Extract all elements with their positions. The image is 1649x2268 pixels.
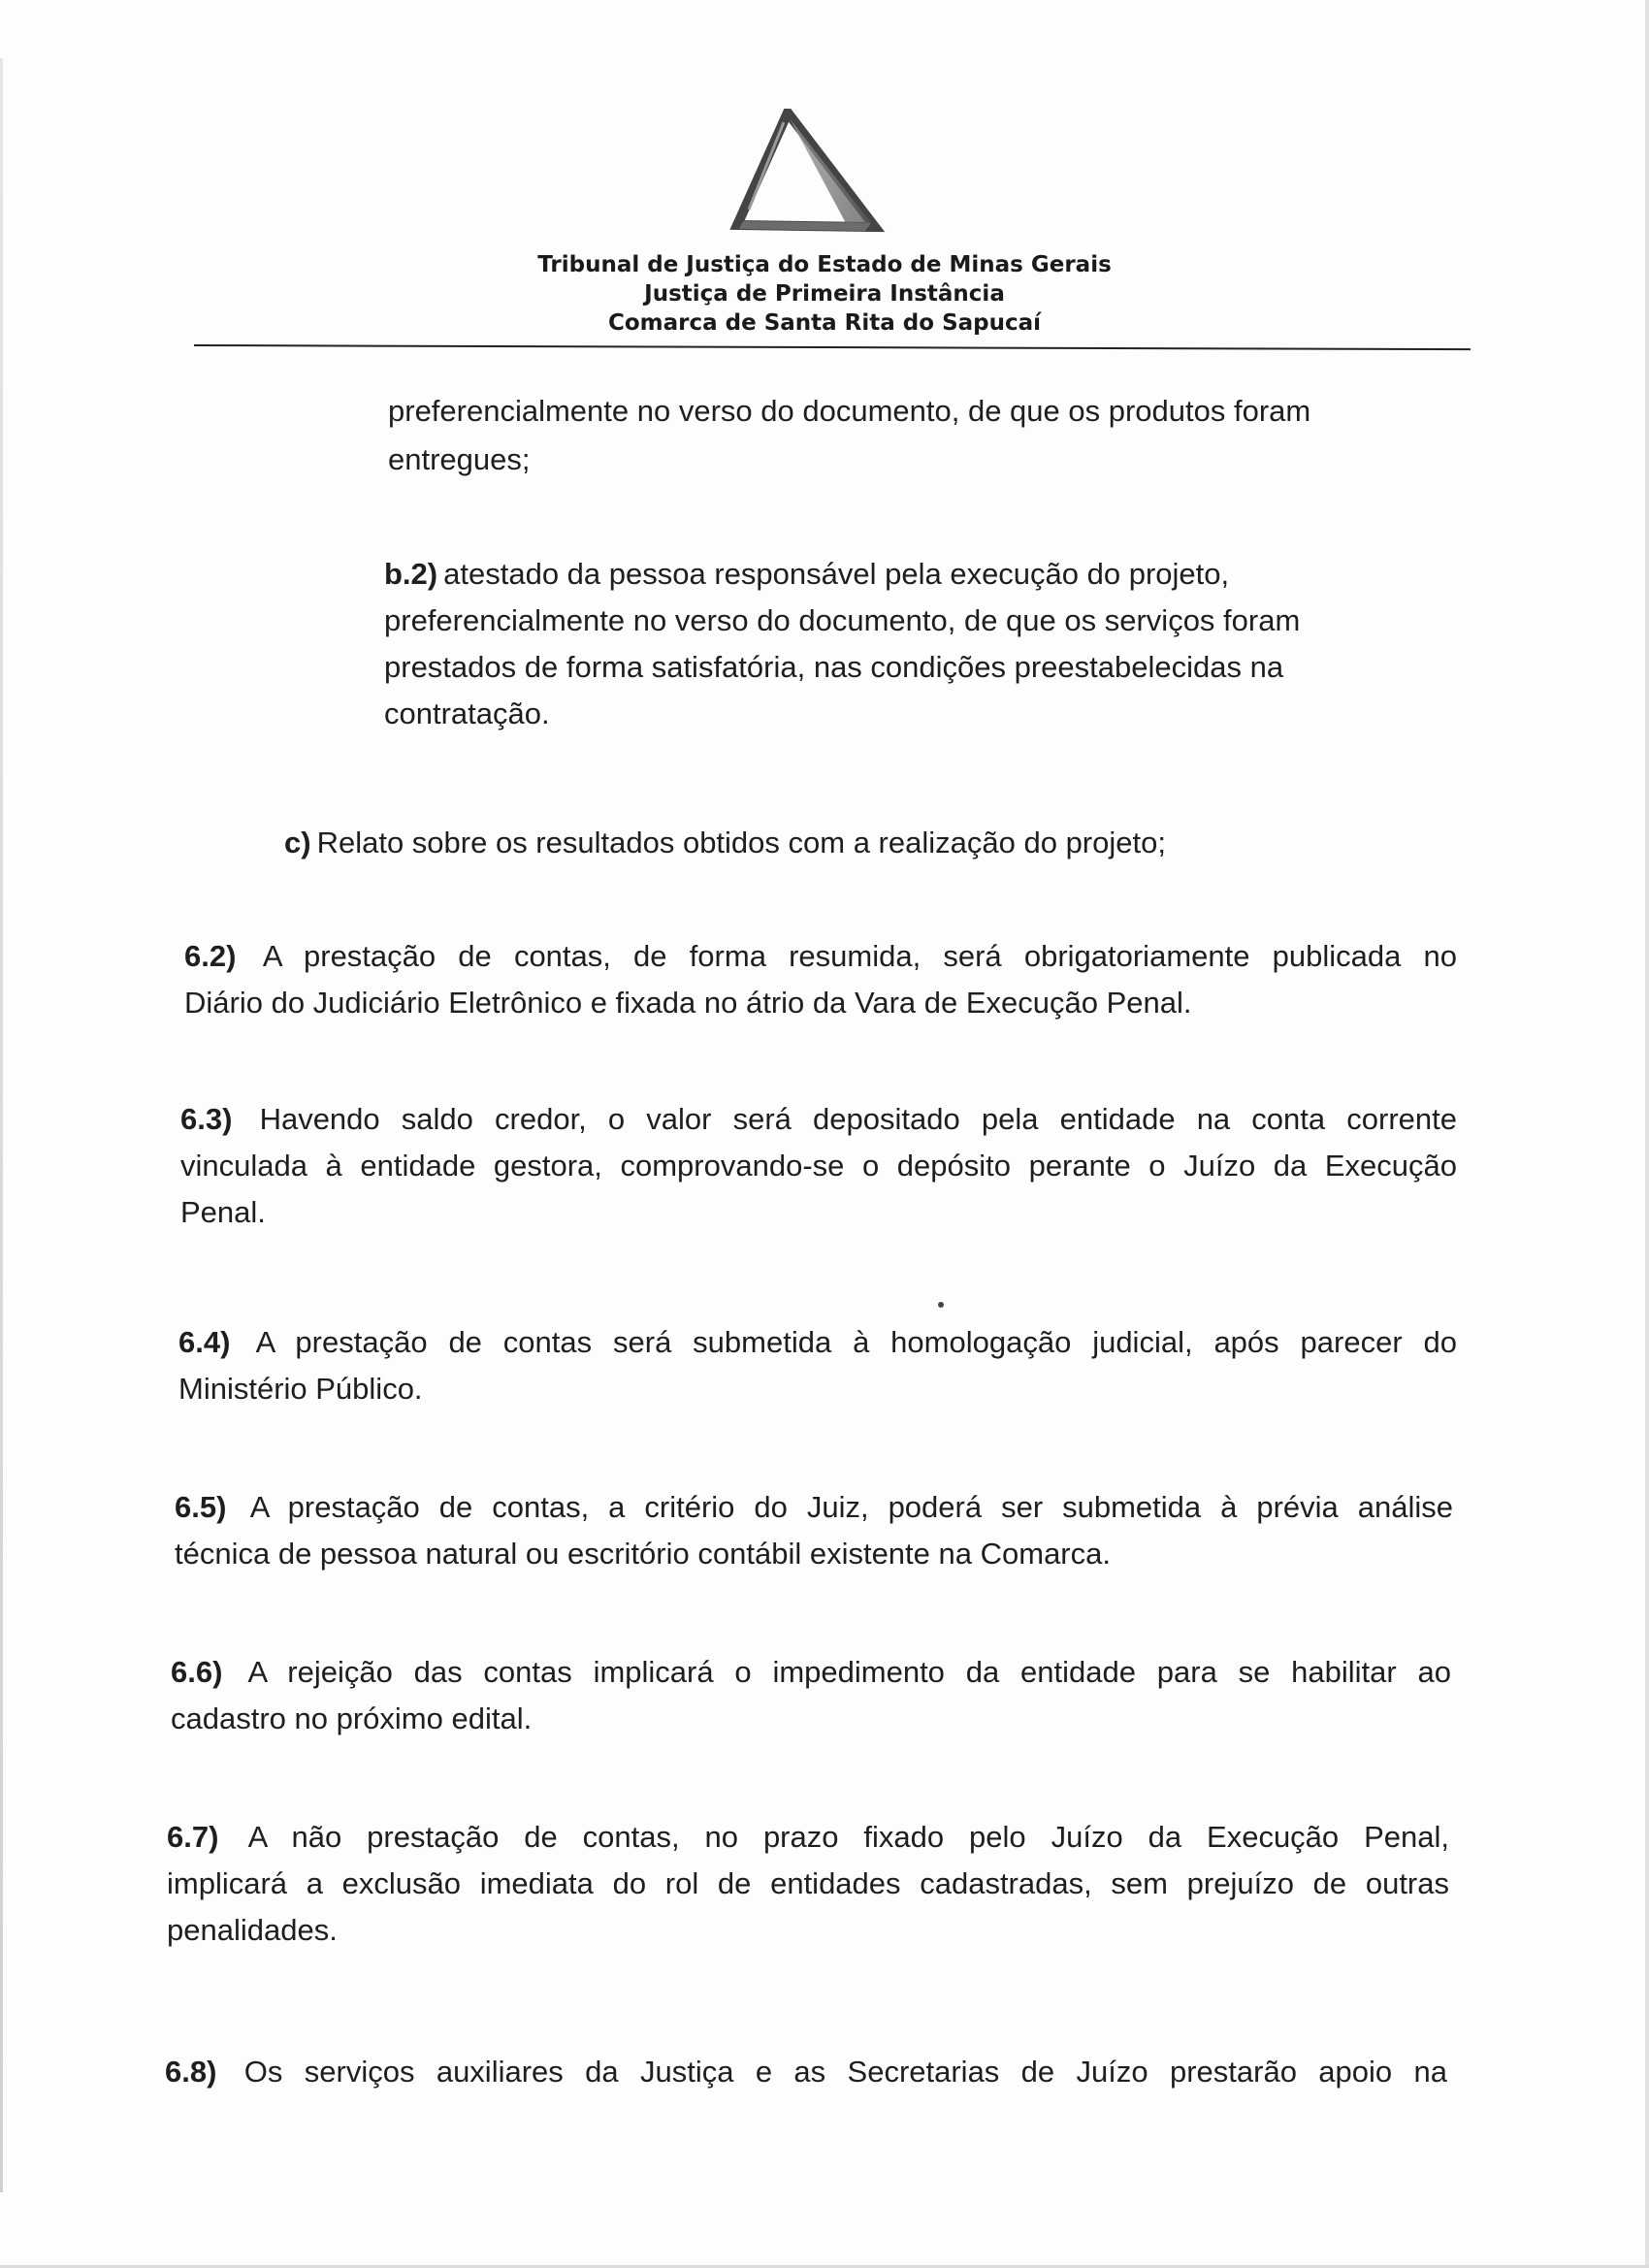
paragraph-number: c): [284, 826, 311, 859]
text-line: preferencialmente no verso do documento, de que os produtos foram: [388, 394, 1311, 428]
paragraph-6-4: [178, 1319, 1457, 1412]
text-span: atestado da pessoa responsável pela execução do projeto,: [443, 557, 1230, 591]
text-span: A prestação de contas, de forma resumida, será obrigatoriamente publicada no: [262, 939, 1457, 973]
paragraph-6-6: [171, 1649, 1451, 1742]
paragraph-b2: [384, 551, 1422, 737]
header-court-name: Tribunal de Justiça do Estado de Minas Gerais: [537, 252, 1112, 277]
text-line: vinculada à entidade gestora, comprovando-se o depósito perante o Juízo da Execução: [180, 1149, 1457, 1183]
text-line: [180, 1096, 1457, 1143]
text-span: Relato sobre os resultados obtidos com a realização do projeto;: [316, 826, 1166, 859]
paragraph-6-5: [175, 1484, 1453, 1577]
text-line: [175, 1484, 1453, 1531]
text-line: [178, 1319, 1457, 1366]
text-line: técnica de pessoa natural ou escritório contábil existente na Comarca.: [175, 1537, 1111, 1571]
text-line: Ministério Público.: [178, 1372, 423, 1406]
paragraph-number: 6.4): [178, 1325, 231, 1359]
text-span: Havendo saldo credor, o valor será depositado pela entidade na conta corrente: [259, 1102, 1457, 1136]
paragraph-c: [284, 820, 1448, 866]
paragraph-number: 6.5): [175, 1490, 227, 1524]
text-line: penalidades.: [167, 1913, 338, 1947]
paragraph-number: 6.6): [171, 1655, 223, 1689]
header-divider: [194, 344, 1471, 350]
text-line: contratação.: [384, 697, 550, 730]
text-line: [165, 2049, 1447, 2095]
text-span: Os serviços auxiliares da Justiça e as Secretarias de Juízo prestarão apoio na: [243, 2055, 1447, 2089]
paragraph-b1-continuation: [388, 388, 1416, 483]
header-instance: Justiça de Primeira Instância: [644, 281, 1005, 307]
text-line: [284, 820, 1448, 866]
text-span: A rejeição das contas implicará o impedimento da entidade para se habilitar ao: [247, 1655, 1451, 1689]
text-line: cadastro no próximo edital.: [171, 1701, 533, 1735]
text-span: A não prestação de contas, no prazo fixado pelo Juízo da Execução Penal,: [247, 1820, 1449, 1854]
paragraph-number: 6.8): [165, 2055, 217, 2089]
text-line: implicará a exclusão imediata do rol de entidades cadastradas, sem prejuízo de outras: [167, 1866, 1449, 1900]
text-line: [384, 551, 1422, 598]
paragraph-6-3: [180, 1096, 1457, 1236]
paragraph-6-7: [167, 1814, 1449, 1954]
paragraph-number: 6.7): [167, 1820, 219, 1854]
scan-edge-right: [1645, 0, 1649, 2268]
paragraph-6-8: [165, 2049, 1447, 2095]
text-span: A prestação de contas, a critério do Juiz, poderá ser submetida à prévia análise: [249, 1490, 1453, 1524]
scan-edge-left: [0, 58, 3, 2192]
text-line: [171, 1649, 1451, 1696]
text-line: prestados de forma satisfatória, nas condições preestabelecidas na: [384, 650, 1284, 684]
header-comarca: Comarca de Santa Rita do Sapucaí: [607, 310, 1042, 336]
text-line: preferencialmente no verso do documento, de que os serviços foram: [384, 603, 1301, 637]
triangle-emblem-icon: [729, 109, 889, 235]
text-line: [184, 933, 1457, 980]
paragraph-number: 6.3): [180, 1102, 233, 1136]
paragraph-6-2: [184, 933, 1457, 1026]
paragraph-number: 6.2): [184, 939, 237, 973]
text-span: A prestação de contas será submetida à homologação judicial, após parecer do: [255, 1325, 1457, 1359]
paragraph-number: b.2): [384, 557, 438, 591]
text-line: Penal.: [180, 1195, 266, 1229]
scan-speck: [938, 1302, 944, 1308]
text-line: Diário do Judiciário Eletrônico e fixada no átrio da Vara de Execução Penal.: [184, 986, 1192, 1020]
text-line: entregues;: [388, 442, 531, 476]
court-header: [194, 250, 1455, 338]
text-line: [167, 1814, 1449, 1861]
